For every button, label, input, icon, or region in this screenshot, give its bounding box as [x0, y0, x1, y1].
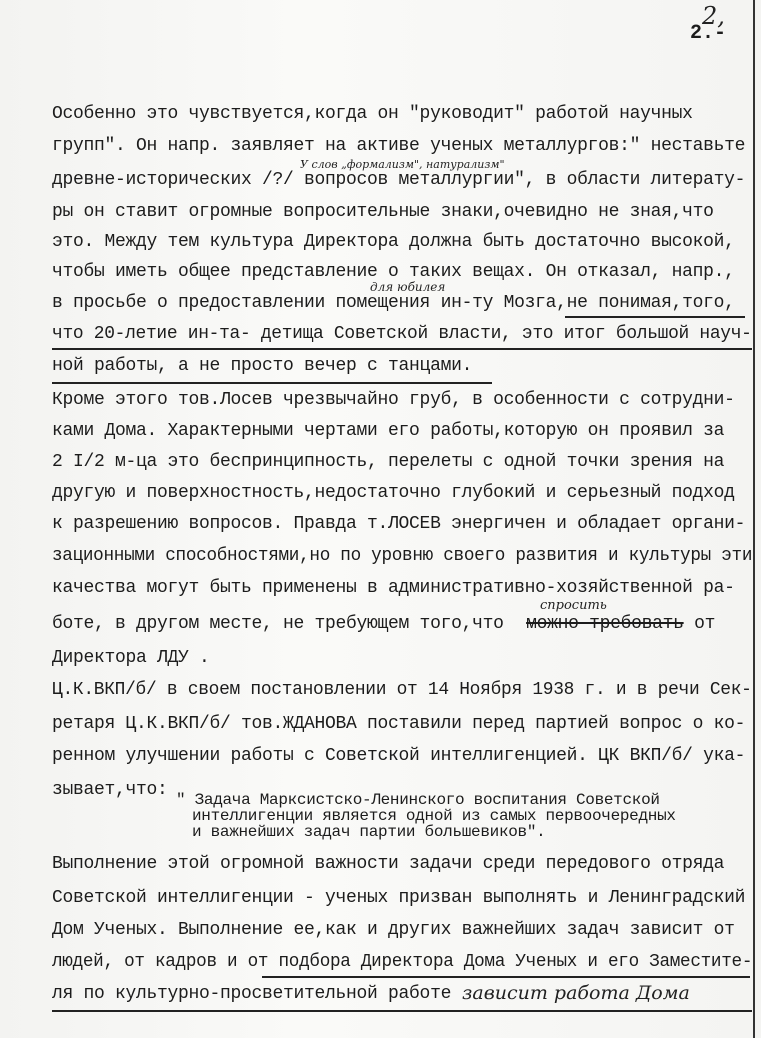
text-line: это. Между тем культура Директора должна быть достаточно высокой,	[52, 232, 735, 252]
annotation-jubilee: для юбилея	[370, 280, 446, 294]
text-line: в просьбе о предоставлении помещения ин-ту Мозга,не понимая,того,	[52, 293, 735, 313]
annotation-ask: спросить	[540, 598, 607, 613]
text-line: людей, от кадров и от подбора Директора Дома Ученых и его Заместите-	[52, 952, 753, 972]
text-line: ретаря Ц.К.ВКП/б/ тов.ЖДАНОВА поставили перед партией вопрос о ко-	[52, 714, 746, 734]
text-segment: боте, в другом месте, не требующем того,что	[52, 614, 504, 634]
text-line: Кроме этого тов.Лосев чрезвычайно груб, в особенности с сотрудни-	[52, 390, 735, 410]
text-line: Дом Ученых. Выполнение ее,как и других важнейших задач зависит от	[52, 920, 735, 940]
text-line: к разрешению вопросов. Правда т.ЛОСЕВ энергичен и обладает органи-	[52, 514, 746, 534]
text-line: древне-исторических /?/ вопросов металлургии", в области литерату-	[52, 170, 746, 190]
text-line: Советской интеллигенции - ученых призван выполнять и Ленинградский	[52, 888, 746, 908]
text-line: ля по культурно-просветительной работе	[52, 984, 452, 1004]
text-line: 2 I/2 м-ца это беспринципность, перелеты с одной точки зрения на	[52, 452, 725, 472]
struck-text: можно требовать	[526, 614, 684, 634]
text-line: зывает,что:	[52, 780, 168, 800]
text-line: групп". Он напр. заявляет на активе ученых металлургов:" неставьте	[52, 136, 746, 156]
underline	[52, 382, 492, 384]
text-line: Ц.К.ВКП/б/ в своем постановлении от 14 Ноября 1938 г. и в речи Сек-	[52, 680, 752, 700]
text-line: Директора ЛДУ .	[52, 648, 210, 668]
text-line: Особенно это чувствуется,когда он "руководит" работой научных	[52, 104, 693, 124]
text-line: ренном улучшении работы с Советской интеллигенцией. ЦК ВКП/б/ ука-	[52, 746, 746, 766]
text-line: зационными способностями,но по уровню своего развития и культуры эти	[52, 546, 753, 566]
page-edge	[753, 0, 755, 1038]
text-line: ками Дома. Характерными чертами его работы,которую он проявил за	[52, 421, 725, 441]
text-line: чтобы иметь общее представление о таких вещах. Он отказал, напр.,	[52, 262, 735, 282]
page-number: 2.-	[690, 22, 727, 45]
annotation-formalism: У слов „формализм", натурализм"	[300, 158, 505, 171]
text-line: Выполнение этой огромной важности задачи среди передового отряда	[52, 854, 725, 874]
text-line: другую и поверхностность,недостаточно глубокий и серьезный подход	[52, 483, 735, 503]
text-line: качества могут быть применены в административно-хозяйственной ра-	[52, 578, 735, 598]
text-line: ной работы, а не просто вечер с танцами.	[52, 356, 473, 376]
underline	[262, 976, 750, 978]
quote-line: и важнейших задач партии большевиков".	[192, 823, 546, 841]
text-line: что 20-летие ин-та- детища Советской власти, это итог большой науч-	[52, 324, 752, 344]
quote-line: интеллигенции является одной из самых первоочередных	[192, 807, 676, 825]
underline	[565, 316, 745, 318]
text-segment: от	[683, 614, 716, 634]
annotation-ending: зависит работа Дома	[462, 982, 690, 1004]
underline	[52, 348, 752, 350]
text-line	[52, 614, 715, 634]
handwritten-page-number: 2,	[702, 2, 725, 30]
quote-line: " Задача Марксистско-Ленинского воспитания Советской	[176, 791, 660, 809]
text-line: ры он ставит огромные вопросительные знаки,очевидно не зная,что	[52, 202, 714, 222]
underline	[52, 1010, 752, 1012]
